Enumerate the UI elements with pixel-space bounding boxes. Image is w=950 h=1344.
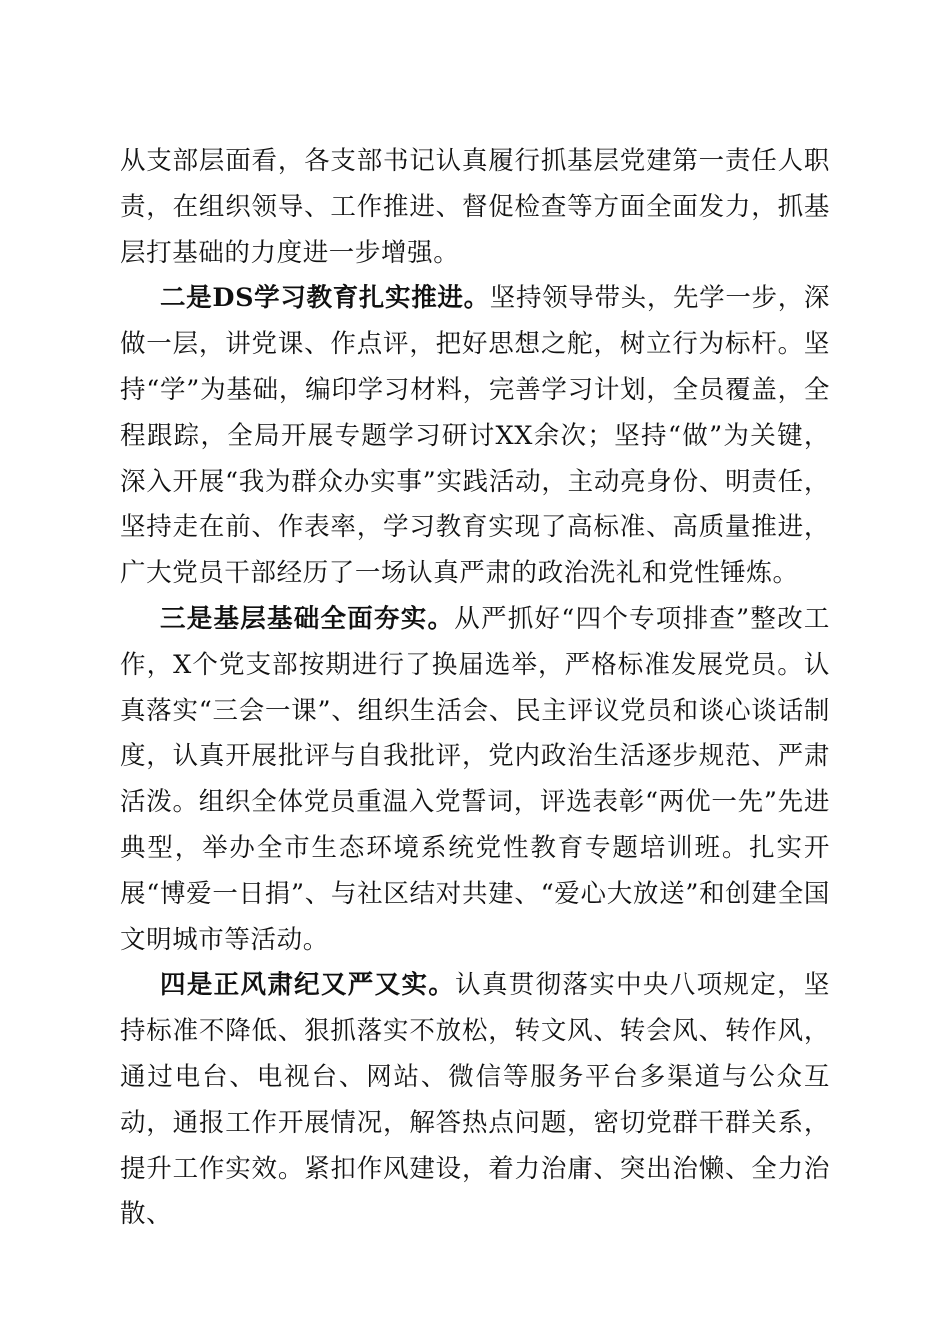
paragraph-4-text: 认真贯彻落实中央八项规定，坚持标准不降低、狠抓落实不放松，转文风、转会风、转作风，通过电台、电视台、网站、微信等服务平台多渠道与公众互动，通报工作开展情况，解答热点问题，密切党群干群关系，提升工作实效。紧扣作风建设，着力治庸、突出治懒、全力治散、 xyxy=(120,970,830,1230)
paragraph-2-lead: 二是DS学习教育扎实推进。 xyxy=(160,283,490,314)
paragraph-2-text: 坚持领导带头，先学一步，深做一层，讲党课、作点评，把好思想之舵，树立行为标杆。坚持“学”为基础，编印学习材料，完善学习计划，全员覆盖，全程跟踪，全局开展专题学习研讨XX余次；坚持“做”为关键，深入开展“我为群众办实事”实践活动，主动亮身份、明责任，坚持走在前、作表率，学习教育实现了高标准、高质量推进，广大党员干部经历了一场认真严肃的政治洗礼和党性锤炼。 xyxy=(120,283,830,589)
paragraph-3 xyxy=(120,597,830,963)
paragraph-3-text: 从严抓好“四个专项排查”整改工作，X个党支部按期进行了换届选举，严格标准发展党员。认真落实“三会一课”、组织生活会、民主评议党员和谈心谈话制度，认真开展批评与自我批评，党内政治生活逐步规范、严肃活泼。组织全体党员重温入党誓词，评选表彰“两优一先”先进典型，举办全市生态环境系统党性教育专题培训班。扎实开展“博爱一日捐”、与社区结对共建、“爱心大放送”和创建全国文明城市等活动。 xyxy=(120,603,830,955)
document-body xyxy=(120,139,830,1238)
paragraph-2 xyxy=(120,276,830,597)
paragraph-3-lead: 三是基层基础全面夯实。 xyxy=(160,603,455,634)
paragraph-1-text: 从支部层面看，各支部书记认真履行抓基层党建第一责任人职责，在组织领导、工作推进、督促检查等方面全面发力，抓基层打基础的力度进一步增强。 xyxy=(120,146,830,268)
paragraph-1 xyxy=(120,139,830,276)
paragraph-4 xyxy=(120,963,830,1238)
paragraph-4-lead: 四是正风肃纪又严又实。 xyxy=(160,970,456,1001)
